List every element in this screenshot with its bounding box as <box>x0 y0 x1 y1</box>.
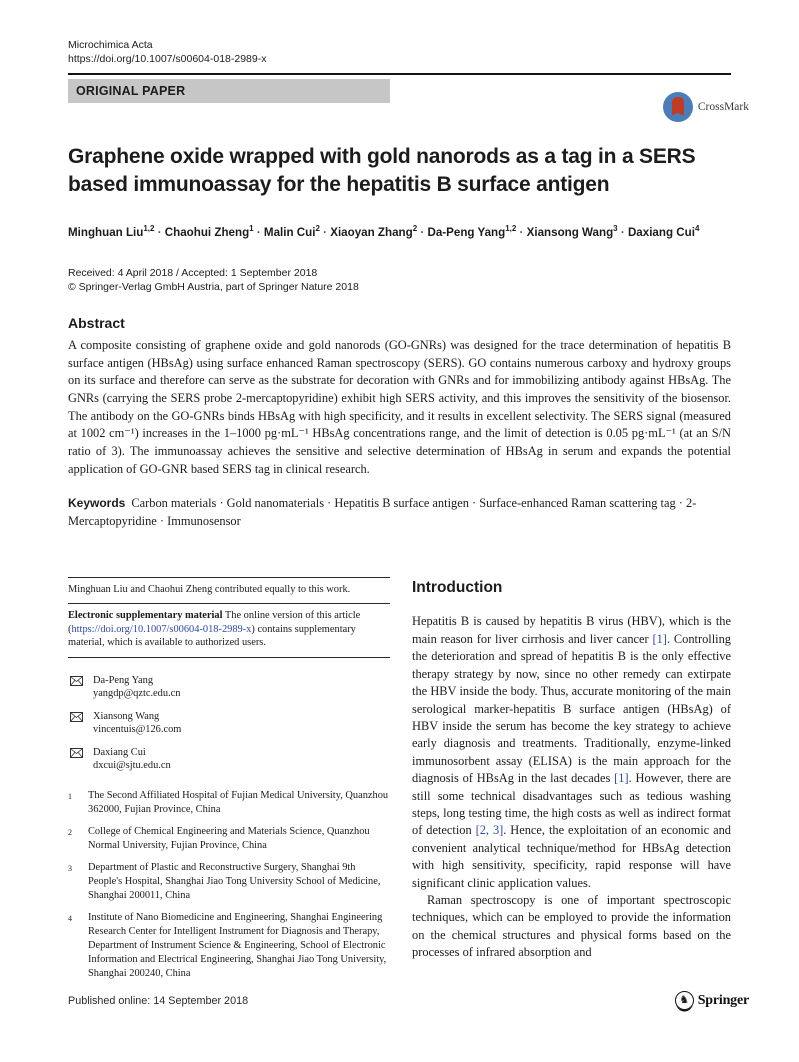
author-name: Daxiang Cui$^4$ <box>627 224 700 239</box>
correspondence-entry <box>68 710 390 737</box>
esm-doi-link[interactable]: https://doi.org/10.1007/s00604-018-2989-x <box>71 623 252 635</box>
copyright-line: © Springer-Verlag GmbH Austria, part of Springer Nature 2018 <box>68 281 359 294</box>
affiliation-number: 3 <box>68 863 72 873</box>
correspondence-entry <box>68 674 390 701</box>
article-doi[interactable]: https://doi.org/10.1007/s00604-018-2989-x <box>68 53 267 65</box>
page-footer <box>68 991 749 1010</box>
keywords-block <box>68 495 731 530</box>
footnote-column <box>68 577 390 988</box>
abstract-heading: Abstract <box>68 314 125 331</box>
published-online: Published online: 14 September 2018 <box>68 994 249 1007</box>
abstract-text: A composite consisting of graphene oxide and gold nanorods (GO-GNRs) was designed for the trace determination of hepatitis B surface antigen (HBsAg) using surface enhanced Raman spectroscopy (SERS). GO contains numerous carboxy and hydroxy groups on its surface and therefore can serve as the substrate for decoration with GNRs and for immobilizing antibody against HBsAg. The GNRs (carrying the SERS probe 2-mercaptopyridine) exhibit high SERS activity, and this improves the sensitivity of the biosensor. The antibody on the GO-GNRs binds HBsAg with high specificity, and it results in excellent selectivity. The SERS signal (measured at 1002 cm⁻¹) increases in the 1–1000 pg·mL⁻¹ HBsAg concentrations range, and the limit of detection is 0.05 pg·mL⁻¹ (at an S/N ratio of 3). The immunoassay achieves the sensitive and selective determination of HBsAg in serum and expands the potential application of GO-GNR based SERS tag in clinical research. <box>68 337 731 476</box>
author-separator: · <box>617 225 628 239</box>
citation-ref[interactable]: [1] <box>652 631 667 646</box>
affiliation-number: 1 <box>68 791 72 801</box>
citation-ref[interactable]: [1] <box>614 771 629 786</box>
article-type-label: ORIGINAL PAPER <box>76 84 186 98</box>
crossmark-label: CrossMark <box>697 101 749 113</box>
crossmark-icon <box>663 92 693 122</box>
paragraph-text: Raman spectroscopy is one of important spectroscopic techniques, which can be employed to provide the information on the chemical structures and physical forms based on the processes of infrared absorption and <box>412 892 731 960</box>
esm-text-post: ) contains supplementary material, which is available to authorized users. <box>68 623 356 649</box>
author-name: Chaohui Zheng$^1$ <box>164 224 254 239</box>
keywords-label: Keywords <box>68 496 126 511</box>
affiliation-entry <box>68 861 390 903</box>
springer-horse-icon: ♞ <box>675 991 694 1010</box>
author-name: Malin Cui$^2$ <box>263 224 320 239</box>
received-accepted: Received: 4 April 2018 / Accepted: 1 September 2018 <box>68 266 318 279</box>
affiliation-number: 2 <box>68 827 72 837</box>
paragraph-text: . Hence, the exploitation of an economic and convenient analytical technique/method for HBsAg detection with high sensitivity, specificity, rapid response will have significant clinic application values. <box>412 823 731 890</box>
envelope-icon <box>70 748 83 773</box>
author-separator: · <box>154 225 165 239</box>
affiliation-entry <box>68 789 390 817</box>
envelope-icon <box>70 676 83 701</box>
equal-contribution-note: Minghuan Liu and Chaohui Zheng contributed equally to this work. <box>68 584 351 596</box>
correspondence-email[interactable]: yangdp@qztc.edu.cn <box>93 688 181 700</box>
envelope-icon <box>70 712 83 737</box>
correspondence-name: Da-Peng Yang <box>93 674 154 686</box>
crossmark-badge[interactable] <box>663 92 749 122</box>
affiliation-entry <box>68 911 390 981</box>
springer-wordmark: Springer <box>697 992 749 1008</box>
affiliation-text: College of Chemical Engineering and Materials Science, Quanzhou Normal University, Fujian Province, China <box>88 825 370 851</box>
paragraph-text: Hepatitis B is caused by hepatitis B virus (HBV), which is the main reason for liver cirrhosis and liver cancer <box>412 614 731 646</box>
affiliation-number: 4 <box>68 913 72 923</box>
two-column-body <box>68 577 731 988</box>
page-title: Graphene oxide wrapped with gold nanorods as a tag in a SERS based immunoassay for the hepatitis B surface antigen <box>68 145 696 196</box>
affiliation-text: Department of Plastic and Reconstructive Surgery, Shanghai 9th People's Hospital, Shanghai Jiao Tong University School of Medicine, Shanghai 200011, China <box>88 861 381 901</box>
author-separator: · <box>417 225 428 239</box>
introduction-heading: Introduction <box>412 579 503 597</box>
citation-ref[interactable]: [2, 3] <box>475 823 504 838</box>
author-separator: · <box>516 225 527 239</box>
author-name: Minghuan Liu$^{1,2}$ <box>68 224 155 239</box>
article-type-banner <box>68 79 390 103</box>
introduction-paragraph <box>412 892 731 962</box>
correspondence-name: Daxiang Cui <box>93 746 146 758</box>
introduction-column <box>412 577 731 988</box>
paragraph-text: . However, there are still some technical disadvantages such as tedious washing steps, long testing time, the high costs as well as indirect format of detection <box>412 771 732 838</box>
author-list <box>68 221 731 241</box>
correspondence-list <box>68 674 390 773</box>
esm-text-pre: The online version of this article ( <box>68 610 361 635</box>
author-name: Da-Peng Yang$^{1,2}$ <box>427 224 517 239</box>
footnote-rule-bottom <box>68 657 390 658</box>
header-rule <box>68 73 731 75</box>
author-name: Xiaoyan Zhang$^2$ <box>330 224 418 239</box>
author-name: Xiansong Wang$^3$ <box>526 224 618 239</box>
paragraph-text: . Controlling the deterioration and spread of hepatitis B is the only effective therapy strategy by now, since no other remedy can extirpate the HBV inside the body. Thus, accurate monitoring of the main serological marker-hepatitis B surface antigen (HBsAg) of HBV inside the serum has become the key strategy to achieve early diagnosis and treatments. Traditionally, enzyme-linked immunosorbent assay (ELISA) is the main approach for the diagnosis of HBsAg in the last decades <box>412 631 731 786</box>
correspondence-email[interactable]: vincentuis@126.com <box>93 724 182 736</box>
springer-logo <box>675 991 749 1010</box>
correspondence-name: Xiansong Wang <box>93 710 160 722</box>
affiliation-text: Institute of Nano Biomedicine and Engineering, Shanghai Engineering Research Center for Intelligent Instrument for Diagnosis and Therapy, Department of Instrument Science & Engineering, School of Electronic Information and Electrical Engineering, Shanghai Jiao Tong University, Shanghai 200240, China <box>88 911 387 979</box>
author-separator: · <box>319 225 331 239</box>
keywords-text: Carbon materials · Gold nanomaterials · Hepatitis B surface antigen · Surface-enhanced Raman scattering tag · 2-Mercaptopyridine · Immunosensor <box>68 496 697 528</box>
affiliation-list <box>68 789 390 981</box>
journal-name: Microchimica Acta <box>68 39 153 51</box>
correspondence-email[interactable]: dxcui@sjtu.edu.cn <box>93 760 171 772</box>
affiliation-text: The Second Affiliated Hospital of Fujian Medical University, Quanzhou 362000, Fujian Province, China <box>88 789 389 815</box>
esm-note <box>68 604 390 657</box>
author-separator: · <box>253 225 264 239</box>
introduction-paragraph <box>412 613 731 892</box>
esm-label: Electronic supplementary material <box>68 610 223 622</box>
correspondence-entry <box>68 746 390 773</box>
affiliation-entry <box>68 825 390 853</box>
